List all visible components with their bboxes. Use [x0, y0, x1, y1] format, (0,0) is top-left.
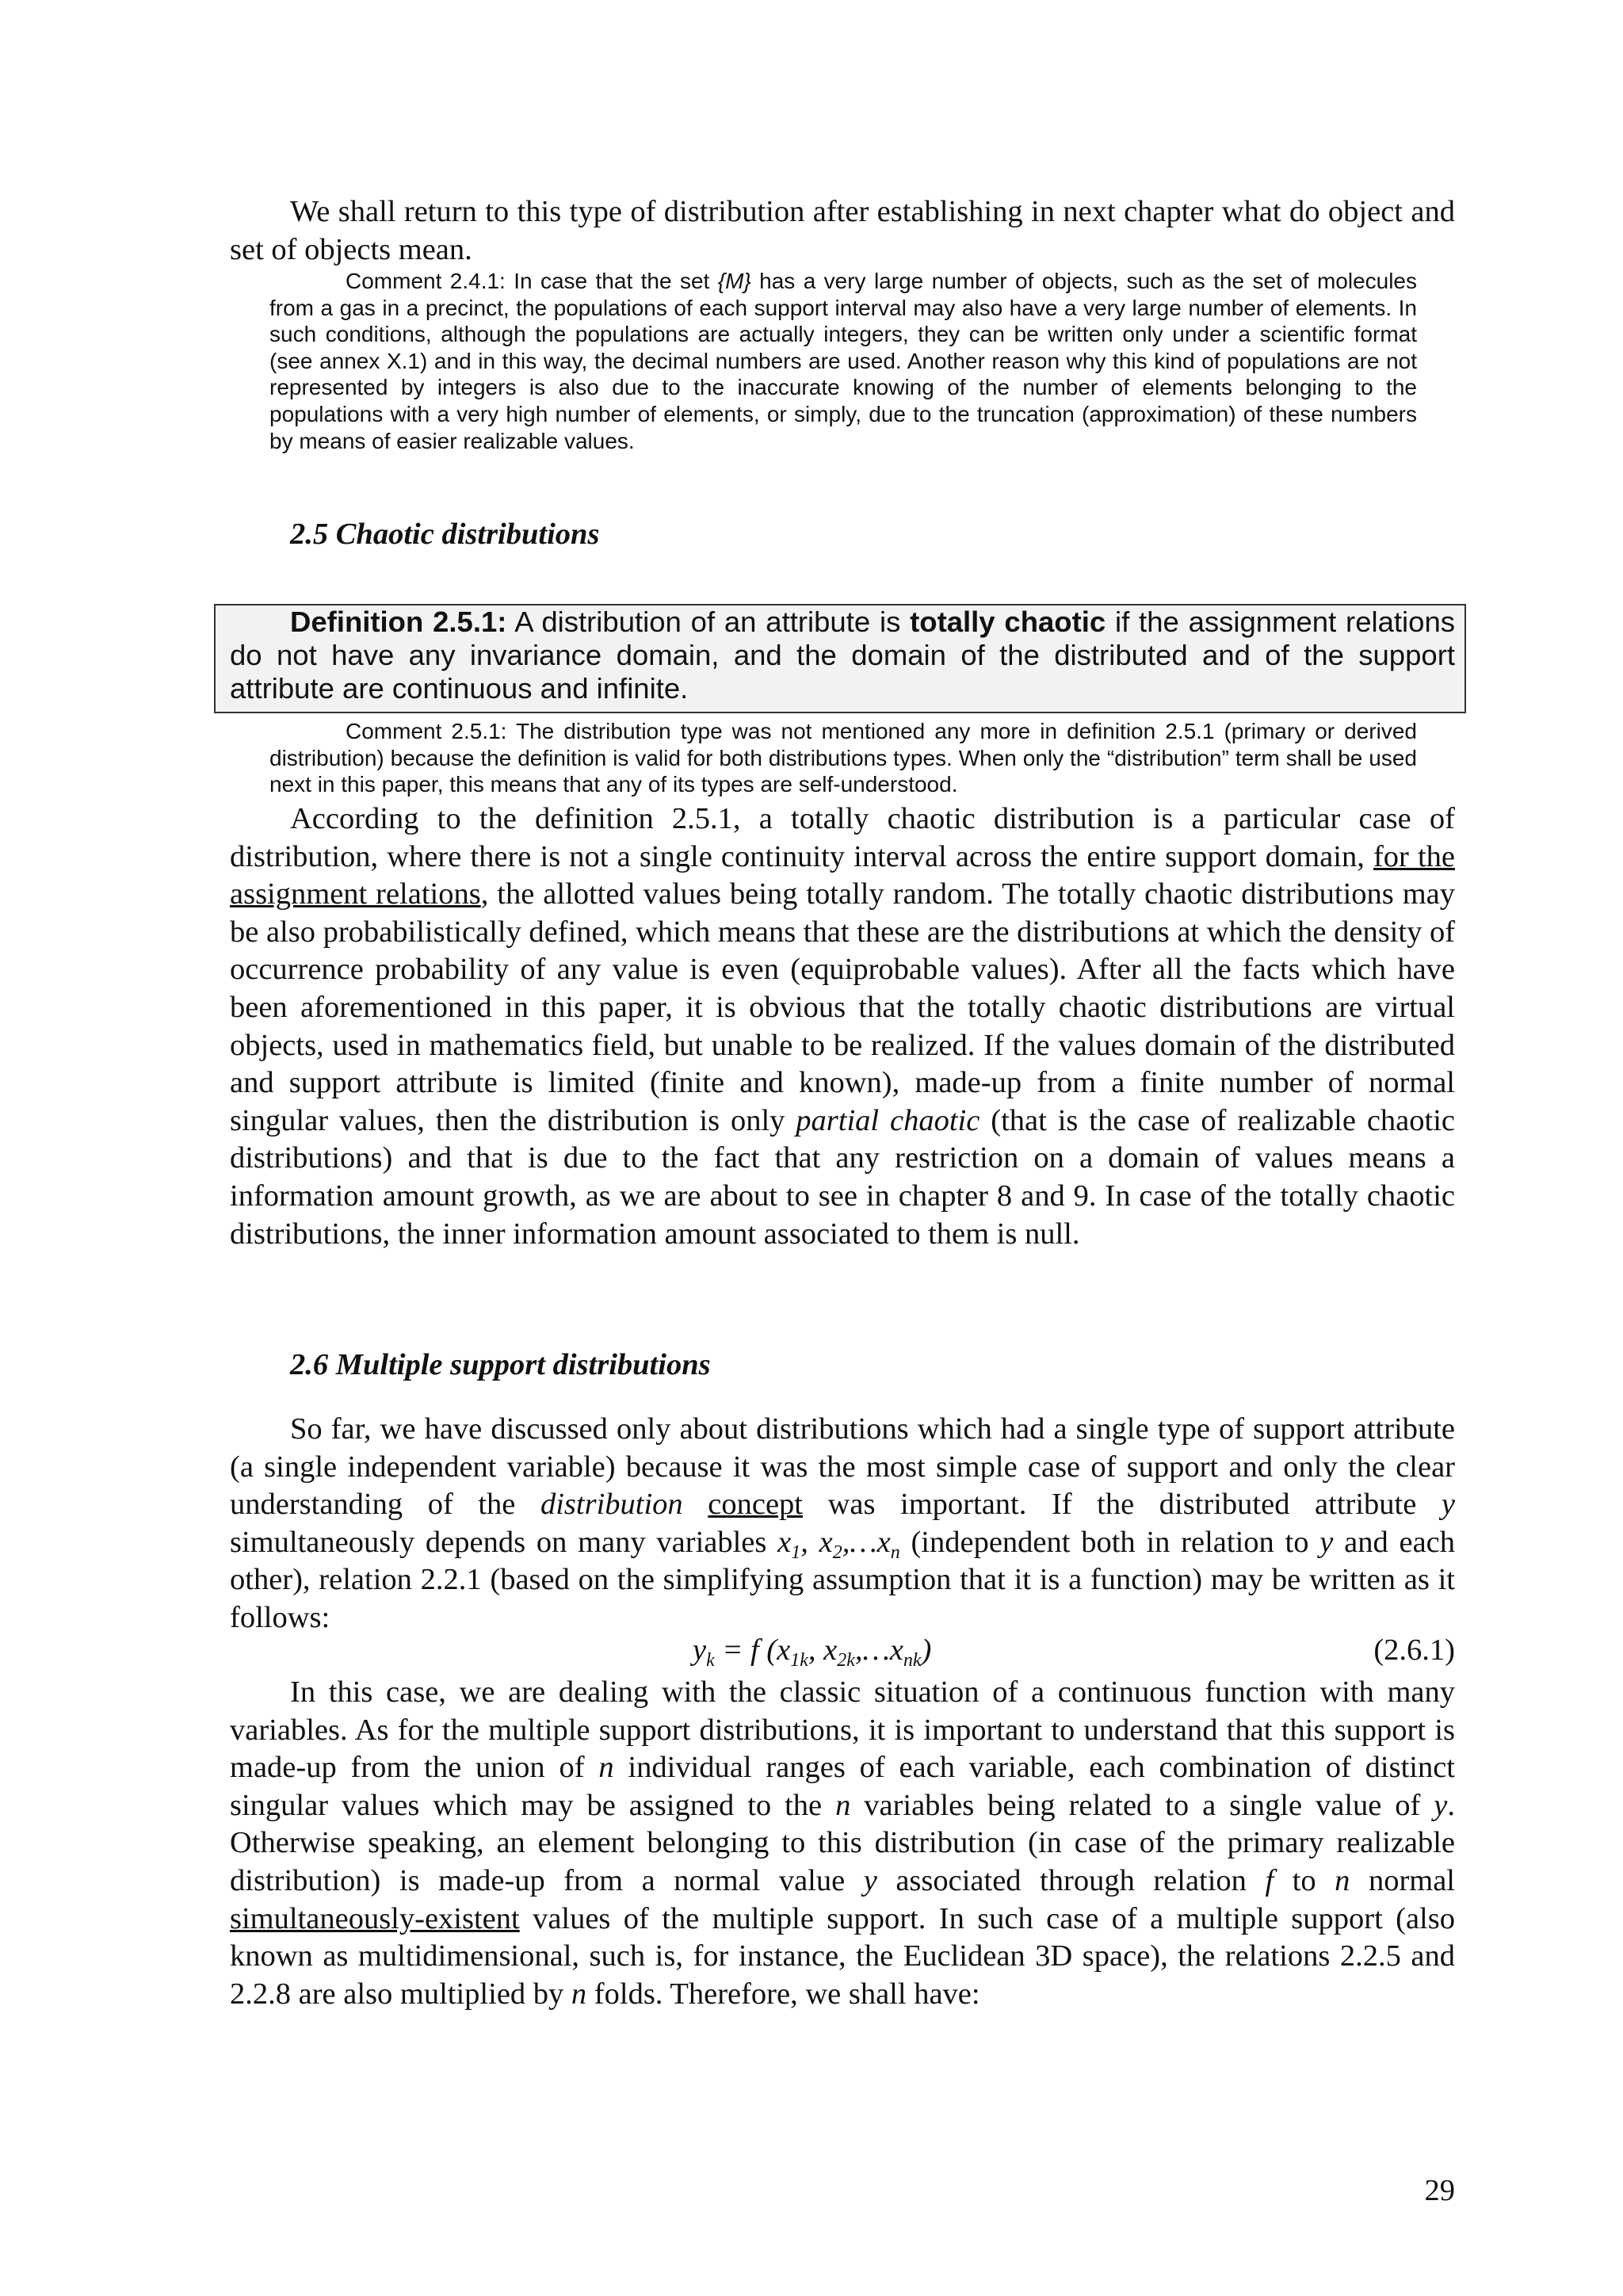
definition-label: Definition 2.5.1: — [290, 606, 507, 638]
italic-term: partial chaotic — [796, 1103, 980, 1137]
equation-2-6-1 — [230, 1633, 1455, 1671]
section-heading-2-6: 2.6 Multiple support distributions — [290, 1348, 711, 1381]
set-symbol: {M} — [717, 269, 751, 293]
definition-emphasis: totally chaotic — [910, 606, 1106, 638]
inline-variables: $x_1$, $x_2,\dots x_n$ — [777, 1525, 900, 1563]
page-number: 29 — [1424, 2174, 1455, 2207]
comment-2-4-1: Comment 2.4.1: In case that the set {M} has a very large number of objects, such as the set of molecules from a gas in a precinct, the populations of each support interval may also have a very large number of elements. In such conditions, although the populations are actually integers, they can be written only under a scientific format (see annex X.1) and in this way, the decimal numbers are used. Another reason why this kind of populations are not represented by integers is also due to the inaccurate knowing of the number of elements belonging to the populations with a very high number of elements, or simply, due to the truncation (approximation) of these numbers by means of easier realizable values. — [269, 269, 1418, 453]
comment-label: Comment 2.4.1: — [346, 269, 514, 293]
underlined-concept: concept — [708, 1488, 803, 1522]
underlined-phrase: for the assignment relations — [230, 839, 1455, 911]
section-heading-2-5: 2.5 Chaotic distributions — [290, 518, 600, 551]
intro-paragraph: We shall return to this type of distribution after establishing in next chapter what do object and set of objects mean. — [230, 195, 1455, 266]
paragraph-multiple: So far, we have discussed only about distributions which had a single type of support attribute (a single independent variable) because it was the most simple case of support and only the clear understanding of the distribution concept was important. If the distributed attribute y simultaneously depends on many variables $x_1$, $x_2,\dots x_n$ (independent both in relation to y and each other), relation 2.2.1 (based on the simplifying assumption that it is a function) may be written as it follows: — [230, 1412, 1456, 1634]
paragraph-classic: In this case, we are dealing with the classic situation of a continuous function with many variables. As for the multiple support distributions, it is important to understand that this support is made-up from the union of n individual ranges of each variable, each combination of distinct singular values which may be assigned to the n variables being related to a single value of y. Otherwise speaking, an element belonging to this distribution (in case of the primary realizable distribution) is made-up from a normal value y associated through relation f to n normal simultaneously-existent values of the multiple support. In such case of a multiple support (also known as multidimensional, such is, for instance, the Euclidean 3D space), the relations 2.2.5 and 2.2.8 are also multiplied by n folds. Therefore, we shall have: — [230, 1675, 1456, 2011]
paragraph-chaotic: According to the definition 2.5.1, a totally chaotic distribution is a particular case of distribution, where there is not a single continuity interval across the entire support domain, for the assignment relations, the allotted values being totally random. The totally chaotic distributions may be also probabilistically defined, which means that these are the distributions at which the density of occurrence probability of any value is even (equiprobable values). After all the facts which have been aforementioned in this paper, it is obvious that the totally chaotic distributions are virtual objects, used in mathematics field, but unable to be realized. If the values domain of the distributed and support attribute is limited (finite and known), made-up from a finite number of normal singular values, then the distribution is only partial chaotic (that is the case of realizable chaotic distributions) and that is due to the fact that any restriction on a domain of values means a information amount growth, as we are about to see in chapter 8 and 9. In case of the totally chaotic distributions, the inner information amount associated to them is null. — [230, 802, 1456, 1251]
comment-label: Comment 2.5.1: — [346, 719, 516, 743]
comment-2-5-1: Comment 2.5.1: The distribution type was not mentioned any more in definition 2.5.1 (primary or derived distribution) because the definition is valid for both distributions types. When only the “distribution” term shall be used next in this paper, this means that any of its types are self-understood. — [269, 719, 1417, 797]
equation-body: $y_k = f$ ($x_{1k}$, $x_{2k},\dots x_{nk}$) — [693, 1633, 932, 1671]
definition-2-5-1: Definition 2.5.1: A distribution of an attribute is totally chaotic if the assignment relations do not have any invariance domain, and the domain of the distributed and of the support attribute are continuous and infinite. — [230, 606, 1455, 705]
equation-number: (2.6.1) — [1373, 1633, 1455, 1667]
underlined-phrase: simultaneously-existent — [230, 1901, 520, 1935]
